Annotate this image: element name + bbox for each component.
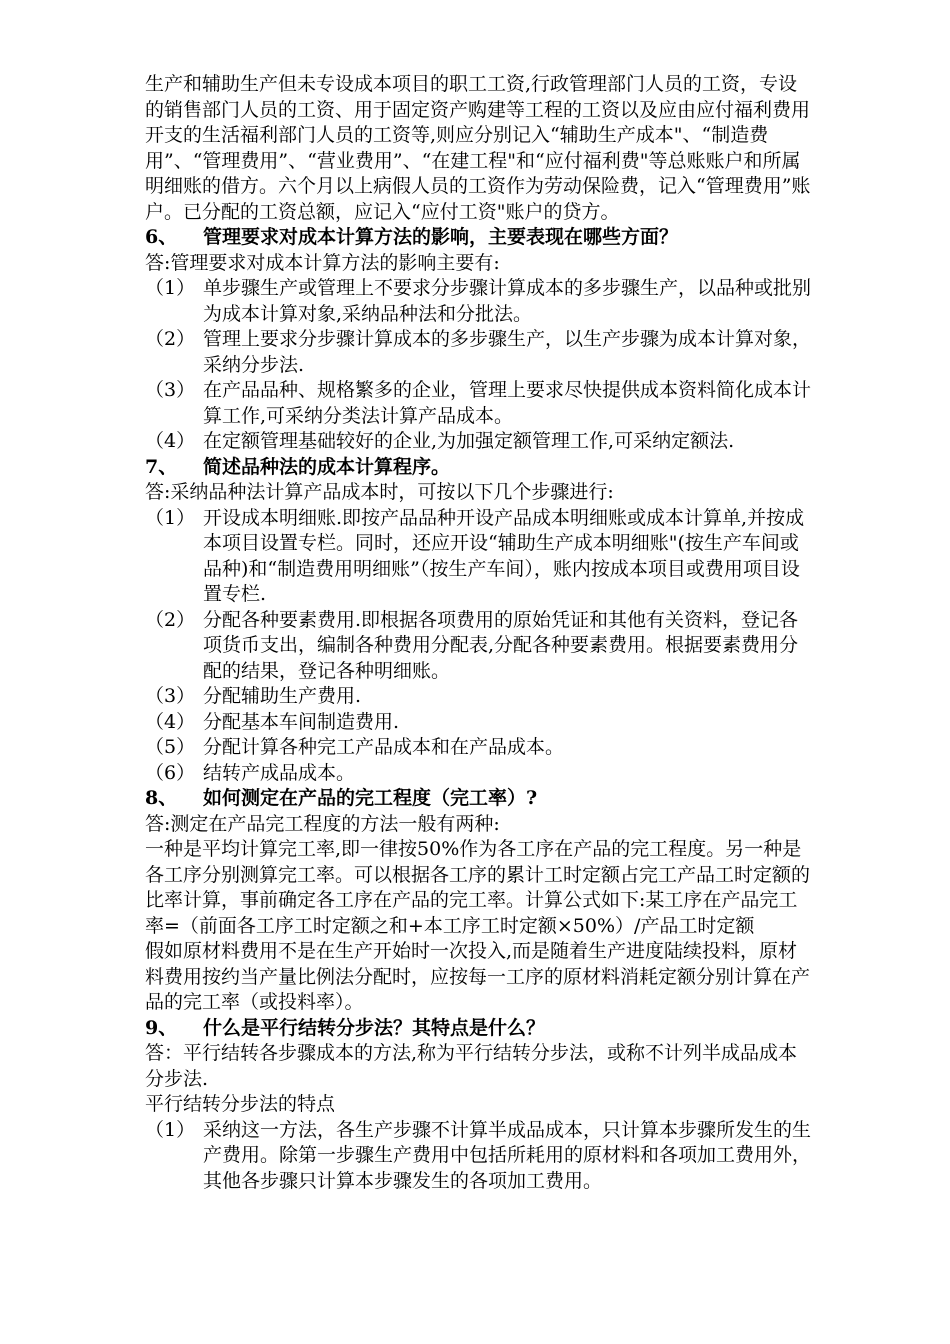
item-text: 管理上要求分步骤计算成本的多步骤生产，以生产步骤为成本计算对象，采纳分步法. — [203, 328, 812, 376]
section-number: 7、 — [145, 455, 178, 478]
item-mark: （3） — [145, 379, 196, 401]
list-item — [145, 327, 815, 378]
item-mark: （3） — [145, 685, 196, 707]
section-title: 简述品种法的成本计算程序。 — [203, 455, 451, 478]
section-title: 什么是平行结转分步法？其特点是什么？ — [203, 1016, 546, 1039]
item-text: 分配辅助生产费用. — [203, 685, 362, 707]
section-heading — [145, 455, 815, 481]
list-item — [145, 735, 815, 761]
answer-line: 答:测定在产品完工程度的方法一般有两种: — [145, 812, 500, 835]
list-item — [145, 276, 815, 327]
section-heading — [145, 225, 815, 251]
item-text: 分配计算各种完工产品成本和在产品成本。 — [203, 736, 565, 758]
list-item — [145, 710, 815, 736]
list-item — [145, 761, 815, 787]
body-paragraph: 假如原材料费用不是在生产开始时一次投入,而是随着生产进度陆续投料，原材料费用按约当产量比例法分配时，应按每一工序的原材料消耗定额分别计算在产品的完工率（或投料率）。 — [145, 940, 811, 1013]
item-mark: （4） — [145, 430, 196, 452]
answer-line: 答:采纳品种法计算产品成本时，可按以下几个步骤进行: — [145, 481, 614, 503]
item-mark: （4） — [145, 710, 196, 733]
list-item — [145, 429, 815, 455]
item-mark: （1） — [145, 277, 196, 299]
item-mark: （6） — [145, 761, 196, 784]
intro-paragraph: 生产和辅助生产但未专设成本项目的职工工资,行政管理部门人员的工资，专设的销售部门人员的工资、用于固定资产购建等工程的工资以及应由应付福利费用开支的生活福利部门人员的工资等,则应分别记入“辅助生产成本"、“制造费用”、“管理费用”、“营业费用”、“在建工程"和“应付福利费"等总账账户和所属明细账的借方。六个月以上病假人员的工资作为劳动保险费，记入“管理费用”账户。已分配的工资总额，应记入“应付工资"账户的贷方。 — [145, 73, 811, 223]
item-text: 在产品品种、规格繁多的企业，管理上要求尽快提供成本资料简化成本计算工作,可采纳分类法计算产品成本。 — [203, 379, 812, 427]
section-6 — [145, 225, 815, 455]
item-mark: （2） — [145, 608, 196, 631]
section-8 — [145, 786, 815, 1016]
item-text: 分配各种要素费用.即根据各项费用的原始凭证和其他有关资料，登记各项货币支出，编制各种费用分配表,分配各种要素费用。根据要素费用分配的结果，登记各种明细账。 — [203, 608, 799, 682]
item-mark: （1） — [145, 1118, 196, 1141]
section-9 — [145, 1016, 815, 1195]
answer-line: 答:管理要求对成本计算方法的影响主要有: — [145, 251, 500, 274]
subheading: 平行结转分步法的特点 — [145, 1093, 336, 1115]
section-heading — [145, 786, 815, 812]
item-text: 结转产成品成本。 — [203, 761, 356, 784]
list-item — [145, 506, 815, 608]
item-text: 开设成本明细账.即按产品品种开设产品成本明细账或成本计算单,并按成本项目设置专栏。同时，还应开设“辅助生产成本明细账"(按生产车间或品种)和“制造费用明细账”（按生产车间），账内按成本项目或费用项目设置专栏. — [203, 506, 805, 605]
item-text: 在定额管理基础较好的企业,为加强定额管理工作,可采纳定额法. — [203, 430, 735, 452]
section-7 — [145, 455, 815, 787]
document-content — [145, 72, 815, 1194]
section-number: 6、 — [145, 226, 178, 248]
item-text: 采纳这一方法，各生产步骤不计算半成品成本，只计算本步骤所发生的生产费用。除第一步骤生产费用中包括所耗用的原材料和各项加工费用外，其他各步骤只计算本步骤发生的各项加工费用。 — [203, 1118, 812, 1192]
section-title: 管理要求对成本计算方法的影响，主要表现在哪些方面？ — [203, 226, 679, 248]
list-item — [145, 378, 815, 429]
section-number: 8、 — [145, 787, 178, 809]
list-item — [145, 684, 815, 710]
item-mark: （5） — [145, 736, 196, 758]
item-text: 单步骤生产或管理上不要求分步骤计算成本的多步骤生产，以品种或批别为成本计算对象,采纳品种法和分批法。 — [203, 277, 812, 325]
section-title: 如何测定在产品的完工程度（完工率）? — [203, 787, 538, 809]
answer-line: 答：平行结转各步骤成本的方法,称为平行结转分步法，或称不计列半成品成本分步法. — [145, 1042, 798, 1090]
list-item — [145, 1118, 815, 1195]
body-paragraph: 一种是平均计算完工率,即一律按50%作为各工序在产品的完工程度。另一种是各工序分别测算完工率。可以根据各工序的累计工时定额占完工产品工时定额的比率计算，事前确定各工序在产品的完工率。计算公式如下:某工序在产品完工率=（前面各工序工时定额之和+本工序工时定额×50%）/产品工时定额 — [145, 838, 811, 937]
item-text: 分配基本车间制造费用. — [203, 710, 400, 733]
section-number: 9、 — [145, 1016, 178, 1039]
list-item — [145, 608, 815, 685]
item-mark: （1） — [145, 506, 196, 529]
section-heading — [145, 1016, 815, 1042]
item-mark: （2） — [145, 328, 196, 350]
